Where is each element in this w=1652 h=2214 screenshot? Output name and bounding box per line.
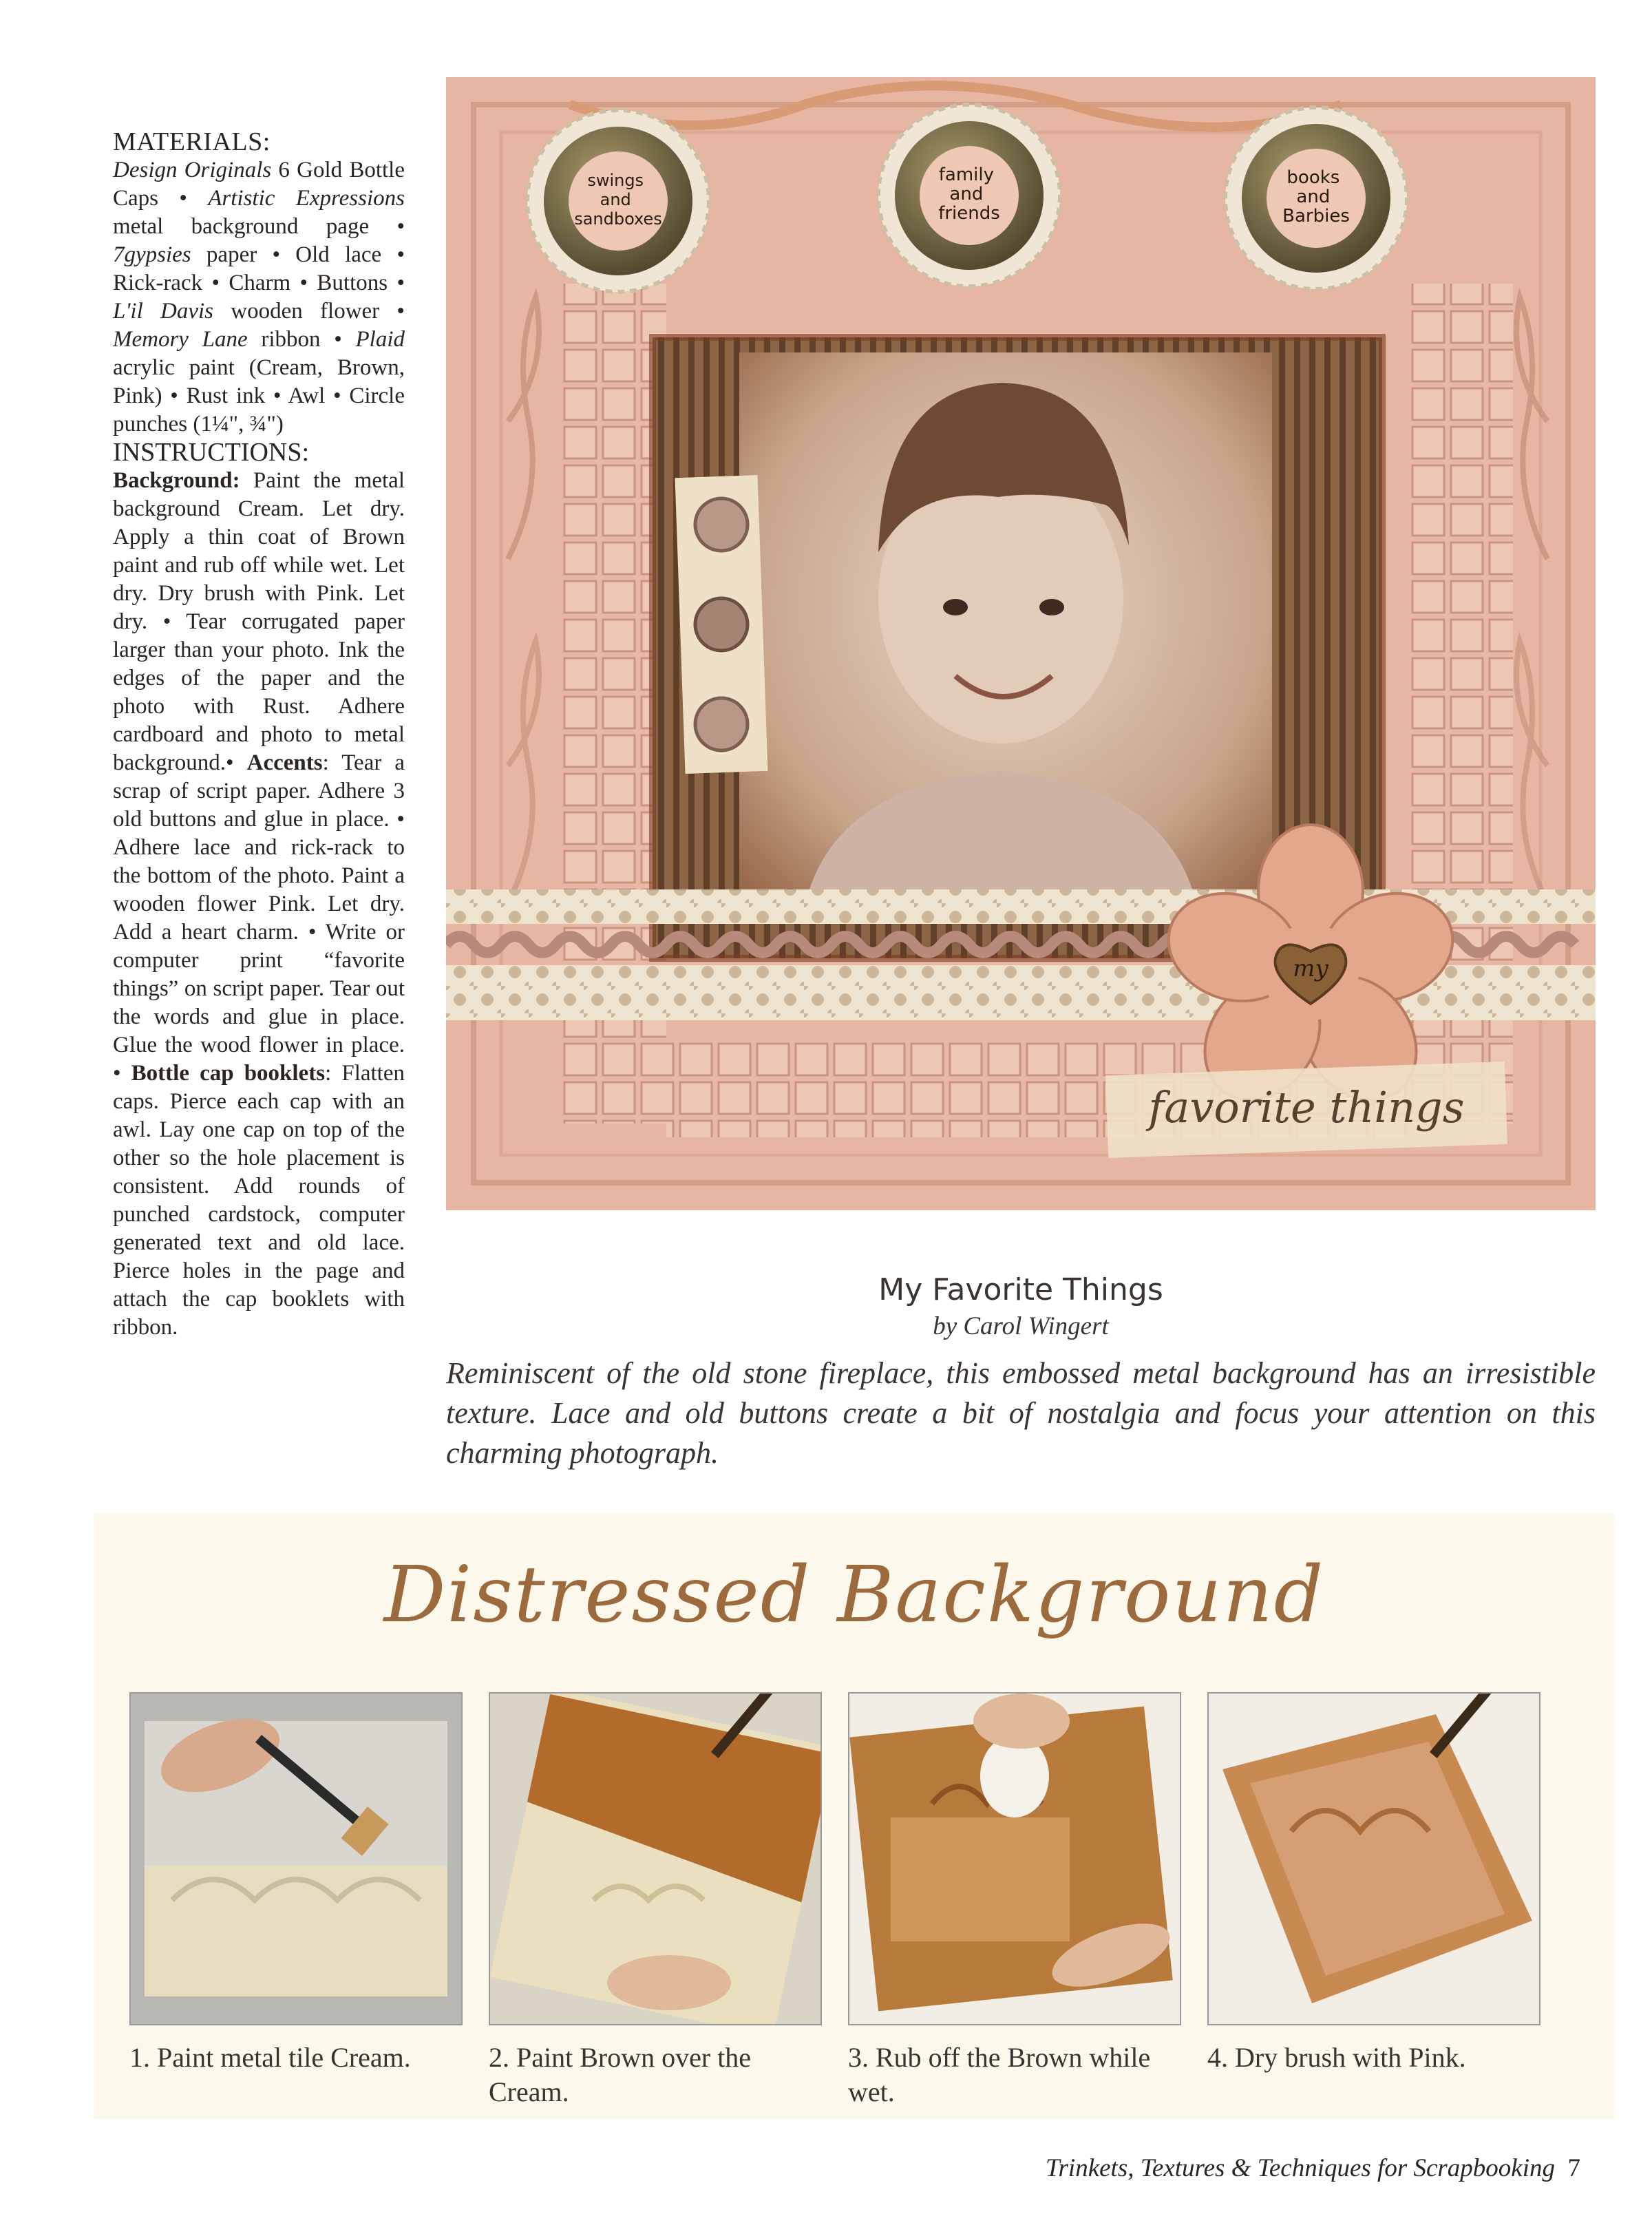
svg-text:family and fri: family and friends [938,165,1000,224]
background-text: Paint the metal background Cream. Let dry. Apply a thin coat of Brown paint and rub off while wet. Let dry. Dry brush with Pink. Let dry. • Tear corrugated paper larger than your photo. Ink the edges of the paper and the photo with Rust. Adhere cardboard and photo to metal background.• [113,468,405,775]
material-brand: L'il Davis [113,299,214,324]
step-1-caption: 1. Paint metal tile Cream. [129,2042,411,2073]
instructions-heading: INSTRUCTIONS: [113,438,310,467]
charm-text: my [1293,955,1328,982]
bottle-cap-booklet [1225,107,1407,289]
material-text: ribbon • [247,327,356,352]
project-byline: by Carol Wingert [933,1312,1109,1340]
page-number: 7 [1567,2154,1580,2182]
project-photo [446,77,1596,1210]
step-4 [1207,1692,1540,2075]
step-2-photo [489,1692,822,2025]
project-title: My Favorite Things [878,1272,1163,1307]
distressed-background-section [94,1513,1615,2119]
page-footer [1046,2153,1580,2183]
step-3-photo [848,1692,1181,2025]
material-brand: Memory Lane [113,327,248,352]
old-button [695,698,748,750]
bottle-cap-booklet [878,105,1060,286]
background-label: Background: [113,468,240,493]
old-button [695,598,748,651]
svg-text:books and Barb: books and Barbies [1282,167,1350,226]
material-text: 6 Gold Bottle Caps • [113,158,405,211]
materials-column [113,128,405,1342]
project-caption [446,1271,1596,1473]
step-2 [489,1692,822,2109]
step-3-caption: 3. Rub off the Brown while wet. [848,2042,1151,2107]
step-1-photo [129,1692,463,2025]
bottlecap-label: Bottle cap booklets [131,1061,326,1086]
favorite-things-script: favorite things [1148,1082,1465,1132]
step-2-caption: 2. Paint Brown over the Cream. [489,2042,752,2107]
material-brand: Plaid [355,327,405,352]
old-button [695,498,748,551]
material-text: wooden flower • [213,299,405,324]
material-brand: 7gypsies [113,242,191,267]
instructions-body [113,467,405,1342]
step-3 [848,1692,1181,2109]
bottlecap-text: : Flatten caps. Pierce each cap with an awl. Lay one cap on top of the other so the hole placement is consistent. Add rounds of punched cardstock, computer generated text and old lace. Pierce holes in the page and attach the cap booklets with ribbon. [113,1061,405,1340]
step-4-caption: 4. Dry brush with Pink. [1207,2042,1466,2073]
project-description: Reminiscent of the old stone fireplace, this embossed metal background has an irresistible texture. Lace and old buttons create a bit of nostalgia and focus your attention on this charming photograph. [446,1356,1596,1470]
material-text: metal background page • [113,214,405,239]
accents-label: Accents [246,750,323,775]
material-brand: Design Originals [113,158,272,182]
accents-text: : Tear a scrap of script paper. Adhere 3 old buttons and glue in place. • Adhere lace and rick-rack to the bottom of the photo. Paint a wooden flower Pink. Let dry. Add a heart charm. • Write or computer print “favorite things” on script paper. Tear out the words and glue in place. Glue the wood flower in place. • [113,750,405,1086]
step-1 [129,1692,463,2075]
materials-list [113,156,405,439]
section-title: Distressed Background [383,1550,1325,1640]
bottle-cap-booklet [527,110,709,292]
svg-text:swings and san: swings and sandboxes [574,171,662,229]
book-title: Trinkets, Textures & Techniques for Scrapbooking [1046,2154,1555,2182]
material-text: acrylic paint (Cream, Brown, Pink) • Rust ink • Awl • Circle punches (1¼", ¾") [113,355,405,436]
materials-heading: MATERIALS: [113,127,271,156]
material-text: paper • Old lace • Rick-rack • Charm • Buttons • [113,242,405,295]
step-4-photo [1207,1692,1540,2025]
material-brand: Artistic Expressions [208,186,405,211]
